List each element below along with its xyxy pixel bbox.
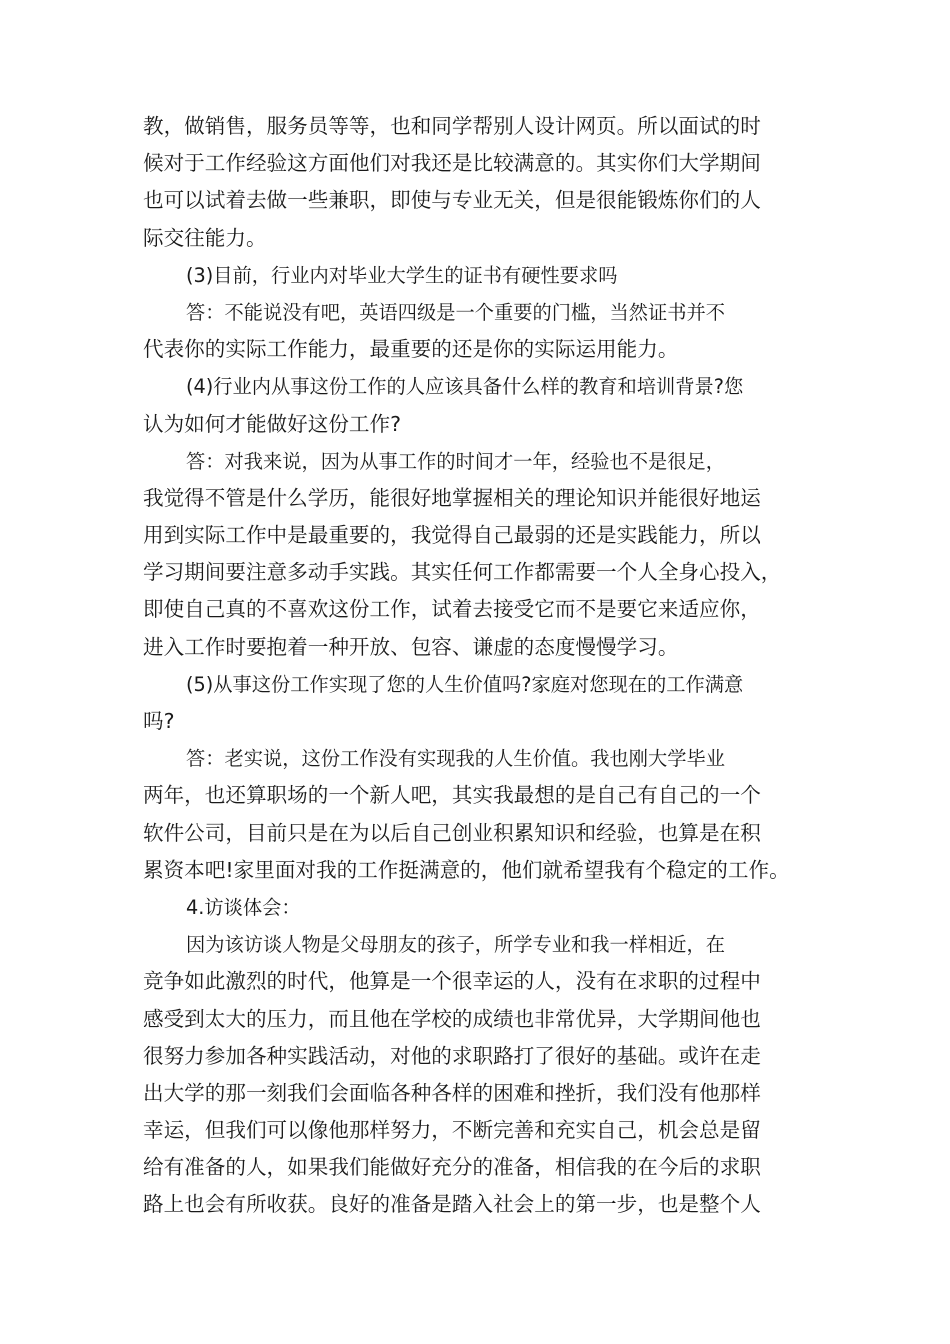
- text-line: 学习期间要注意多动手实践。其实任何工作都需要一个人全身心投入，: [143, 560, 782, 585]
- text-line: 给有准备的人，如果我们能做好充分的准备，相信我的在今后的求职: [143, 1155, 761, 1180]
- document-body: [143, 108, 808, 1224]
- text-line: 认为如何才能做好这份工作?: [143, 411, 402, 436]
- text-line: 答：对我来说，因为从事工作的时间才一年，经验也不是很足，: [186, 449, 725, 473]
- text-line: 4.访谈体会：: [186, 895, 301, 919]
- text-line: 吗?: [143, 709, 175, 733]
- text-line: 很努力参加各种实践活动，对他的求职路打了很好的基础。或许在走: [143, 1043, 761, 1068]
- text-line: 感受到太大的压力，而且他在学校的成绩也非常优异，大学期间他也: [143, 1006, 761, 1031]
- text-line: 答：不能说没有吧，英语四级是一个重要的门槛，当然证书并不: [186, 300, 725, 324]
- text-line: 际交往能力。: [143, 225, 267, 250]
- text-line: 候对于工作经验这方面他们对我还是比较满意的。其实你们大学期间: [143, 151, 761, 176]
- text-line: 答：老实说，这份工作没有实现我的人生价值。我也刚大学毕业: [186, 747, 725, 771]
- text-line: (3)目前，行业内对毕业大学生的证书有硬性要求吗: [186, 263, 618, 287]
- text-line: 累资本吧!家里面对我的工作挺满意的，他们就希望我有个稳定的工作。: [143, 857, 790, 882]
- text-line: 即使自己真的不喜欢这份工作，试着去接受它而不是要它来适应你，: [143, 597, 761, 622]
- text-line: 教，做销售，服务员等等，也和同学帮别人设计网页。所以面试的时: [143, 114, 761, 138]
- text-line: 我觉得不管是什么学历，能很好地掌握相关的理论知识并能很好地运: [143, 485, 761, 510]
- text-line: 出大学的那一刻我们会面临各种各样的困难和挫折，我们没有他那样: [143, 1080, 761, 1105]
- text-line: 路上也会有所收获。良好的准备是踏入社会上的第一步，也是整个人: [143, 1192, 761, 1217]
- text-line: 因为该访谈人物是父母朋友的孩子，所学专业和我一样相近，在: [186, 933, 725, 957]
- text-line: (4)行业内从事这份工作的人应该具备什么样的教育和培训背景?您: [186, 375, 744, 399]
- text-line: 竞争如此激烈的时代，他算是一个很幸运的人，没有在求职的过程中: [143, 969, 761, 994]
- text-line: 进入工作时要抱着一种开放、包容、谦虚的态度慢慢学习。: [143, 634, 679, 659]
- text-line: 两年，也还算职场的一个新人吧，其实我最想的是自己有自己的一个: [143, 783, 761, 808]
- text-line: 软件公司，目前只是在为以后自己创业积累知识和经验，也算是在积: [143, 820, 761, 845]
- text-line: (5)从事这份工作实现了您的人生价值吗?家庭对您现在的工作满意: [186, 672, 744, 696]
- text-line: 代表你的实际工作能力，最重要的还是你的实际运用能力。: [143, 337, 679, 362]
- text-line: 也可以试着去做一些兼职，即使与专业无关，但是很能锻炼你们的人: [143, 188, 761, 213]
- text-line: 用到实际工作中是最重要的，我觉得自己最弱的还是实践能力，所以: [143, 523, 761, 548]
- text-line: 幸运，但我们可以像他那样努力，不断完善和充实自己，机会总是留: [143, 1118, 761, 1143]
